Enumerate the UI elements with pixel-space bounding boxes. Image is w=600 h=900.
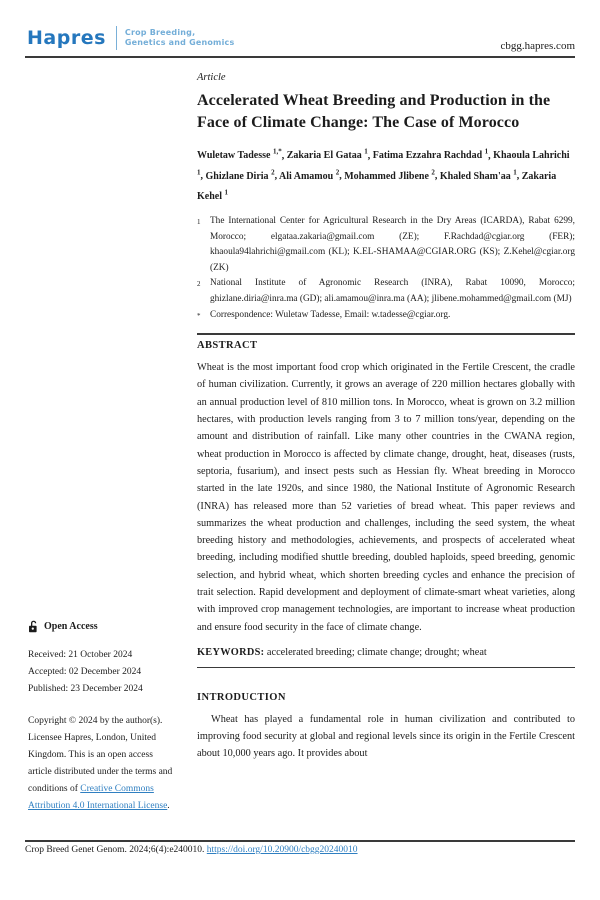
author-list: Wuletaw Tadesse $^{1,*}$, Zakaria El Gataa $^1$, Fatima Ezzahra Rachdad $^1$, Khaoula Lahrichi $^1$, Ghizlane Diria $^2$, Ali Amamou $^2$, Mohammed Jlibene $^2$, Khaled Sham'aa $^1$, Zakaria Kehel $^1$ xyxy=(197,148,570,202)
introduction-heading: INTRODUCTION xyxy=(197,691,286,703)
author-name: Khaled Sham'aa $^1$ xyxy=(439,168,517,182)
open-access-label: Open Access xyxy=(44,621,98,632)
keywords-text: accelerated breeding; climate change; drought; wheat xyxy=(264,646,487,658)
author-name: Zakaria Kehel $^1$ xyxy=(197,170,557,202)
keywords-label: KEYWORDS: xyxy=(197,646,265,658)
journal-brand xyxy=(27,26,234,50)
keywords-line xyxy=(197,644,575,661)
author-name: Mohammed Jlibene $^2$ xyxy=(344,168,435,182)
affiliation-row xyxy=(197,214,575,276)
citation-text: Crop Breed Genet Genom. 2024;6(4):e240010. xyxy=(25,845,207,855)
author-name: Ali Amamou $^2$ xyxy=(279,168,340,182)
introduction-text: Wheat has played a fundamental role in human civilization and contributed to improving food security at global and regional levels since its origin in the Fertile Crescent about 10,000 years ago. It provides about xyxy=(197,713,575,760)
journal-name-line1: Crop Breeding, xyxy=(124,28,196,37)
journal-name-line2: Genetics and Genomics xyxy=(124,38,235,47)
keywords-bottom-rule xyxy=(197,667,575,668)
author-name: Fatima Ezzahra Rachdad $^1$ xyxy=(372,148,489,162)
accepted-date: Accepted: 02 December 2024 xyxy=(28,667,142,677)
journal-header xyxy=(25,26,575,58)
article-body-column xyxy=(197,66,575,763)
author-name: Wuletaw Tadesse $^{1,*}$ xyxy=(197,148,282,162)
affiliation-text: National Institute of Agronomic Research (INRA), Rabat 10090, Morocco; ghizlane.diria@inra.ma (GD); ali.amamou@inra.ma (AA); jlibene.mohammed@gmail.com (MJ) xyxy=(210,278,575,304)
abstract-text: Wheat is the most important food crop which originated in the Fertile Crescent, the cradle of human civilization. Currently, it grows an average of 220 million hectares globally with an annual production level of 810 million tons. In Morocco, wheat is grown on 3.2 million hectares, with production levels ranging from 3 to 7 million tons/year, depending on the amount and distribution of rainfall. Like many other countries in the CWANA region, wheat production in Morocco is affected by climate change, drought, heat, diseases (rusts, septoria, fusarium), and insect pests such as Hessian fly. Wheat breeding in Morocco started in the late 1920s, and since 1980, the National Institute of Agronomic Research (INRA) has released more than 52 varieties of bread wheat. This paper reviews and summarizes the wheat production and challenges, including the seed system, the wheat breeding history and methodologies, achievements, and prospects of accelerated wheat breeding, including modified shuttle breeding, doubled haploids, speed breeding, genomic selection, and hybrid wheat, which shorten breeding cycles and enhance the precision of trait selection. Rapid development and deployment of climate-smart wheat varieties, along with improved crop management technologies, are important to increase wheat production and ensure food security in the face of climate change. xyxy=(197,362,575,633)
received-date: Received: 21 October 2024 xyxy=(28,650,133,660)
affiliation-marker: 2 xyxy=(197,280,201,289)
open-lock-icon xyxy=(28,620,39,633)
copyright-notice xyxy=(28,713,173,815)
hapres-logo: Hapres xyxy=(27,27,106,49)
affiliation-marker: * xyxy=(197,311,201,320)
journal-name xyxy=(125,28,235,48)
affiliation-row xyxy=(197,308,575,325)
author-name: Zakaria El Gataa $^1$ xyxy=(286,148,368,162)
abstract-top-rule xyxy=(197,333,575,335)
journal-site-link[interactable]: cbgg.hapres.com xyxy=(500,40,575,52)
copyright-text: Copyright © 2024 by the author(s). Licensee Hapres, London, United Kingdom. This is an open access article distributed under the terms and conditions of xyxy=(28,716,173,794)
article-dates xyxy=(28,647,173,698)
affiliation-list xyxy=(197,214,575,324)
paper-title: Accelerated Wheat Breeding and Production in the Face of Climate Change: The Case of Morocco xyxy=(197,92,551,131)
affiliation-text: Correspondence: Wuletaw Tadesse, Email: w.tadesse@cgiar.org. xyxy=(210,309,451,320)
copyright-suffix: . xyxy=(167,801,170,811)
open-access-badge xyxy=(28,620,173,633)
article-type-label: Article xyxy=(197,72,226,83)
abstract-heading: ABSTRACT xyxy=(197,340,258,352)
article-meta-sidebar xyxy=(28,620,173,815)
affiliation-row xyxy=(197,276,575,307)
doi-link[interactable]: https://doi.org/10.20900/cbgg20240010 xyxy=(206,845,358,855)
page-footer xyxy=(25,840,575,855)
author-name: Ghizlane Diria $^2$ xyxy=(205,168,275,182)
cc-license-link[interactable]: Creative Commons Attribution 4.0 International License xyxy=(28,784,168,811)
brand-divider xyxy=(116,26,117,50)
author-name: Khaoula Lahrichi $^1$ xyxy=(197,150,570,177)
affiliation-text: The International Center for Agricultural Research in the Dry Areas (ICARDA), Rabat 6299, Morocco; elgataa.zakaria@gmail.com (ZE); F.Rachdad@cgiar.org (FER); khaoula94lahrichi@gmail.com (KL); K.EL-SHAMAA@CGIAR.ORG (KS); Z.Kehel@cgiar.org (ZK) xyxy=(210,215,575,273)
affiliation-marker: 1 xyxy=(197,217,201,226)
published-date: Published: 23 December 2024 xyxy=(28,684,143,694)
